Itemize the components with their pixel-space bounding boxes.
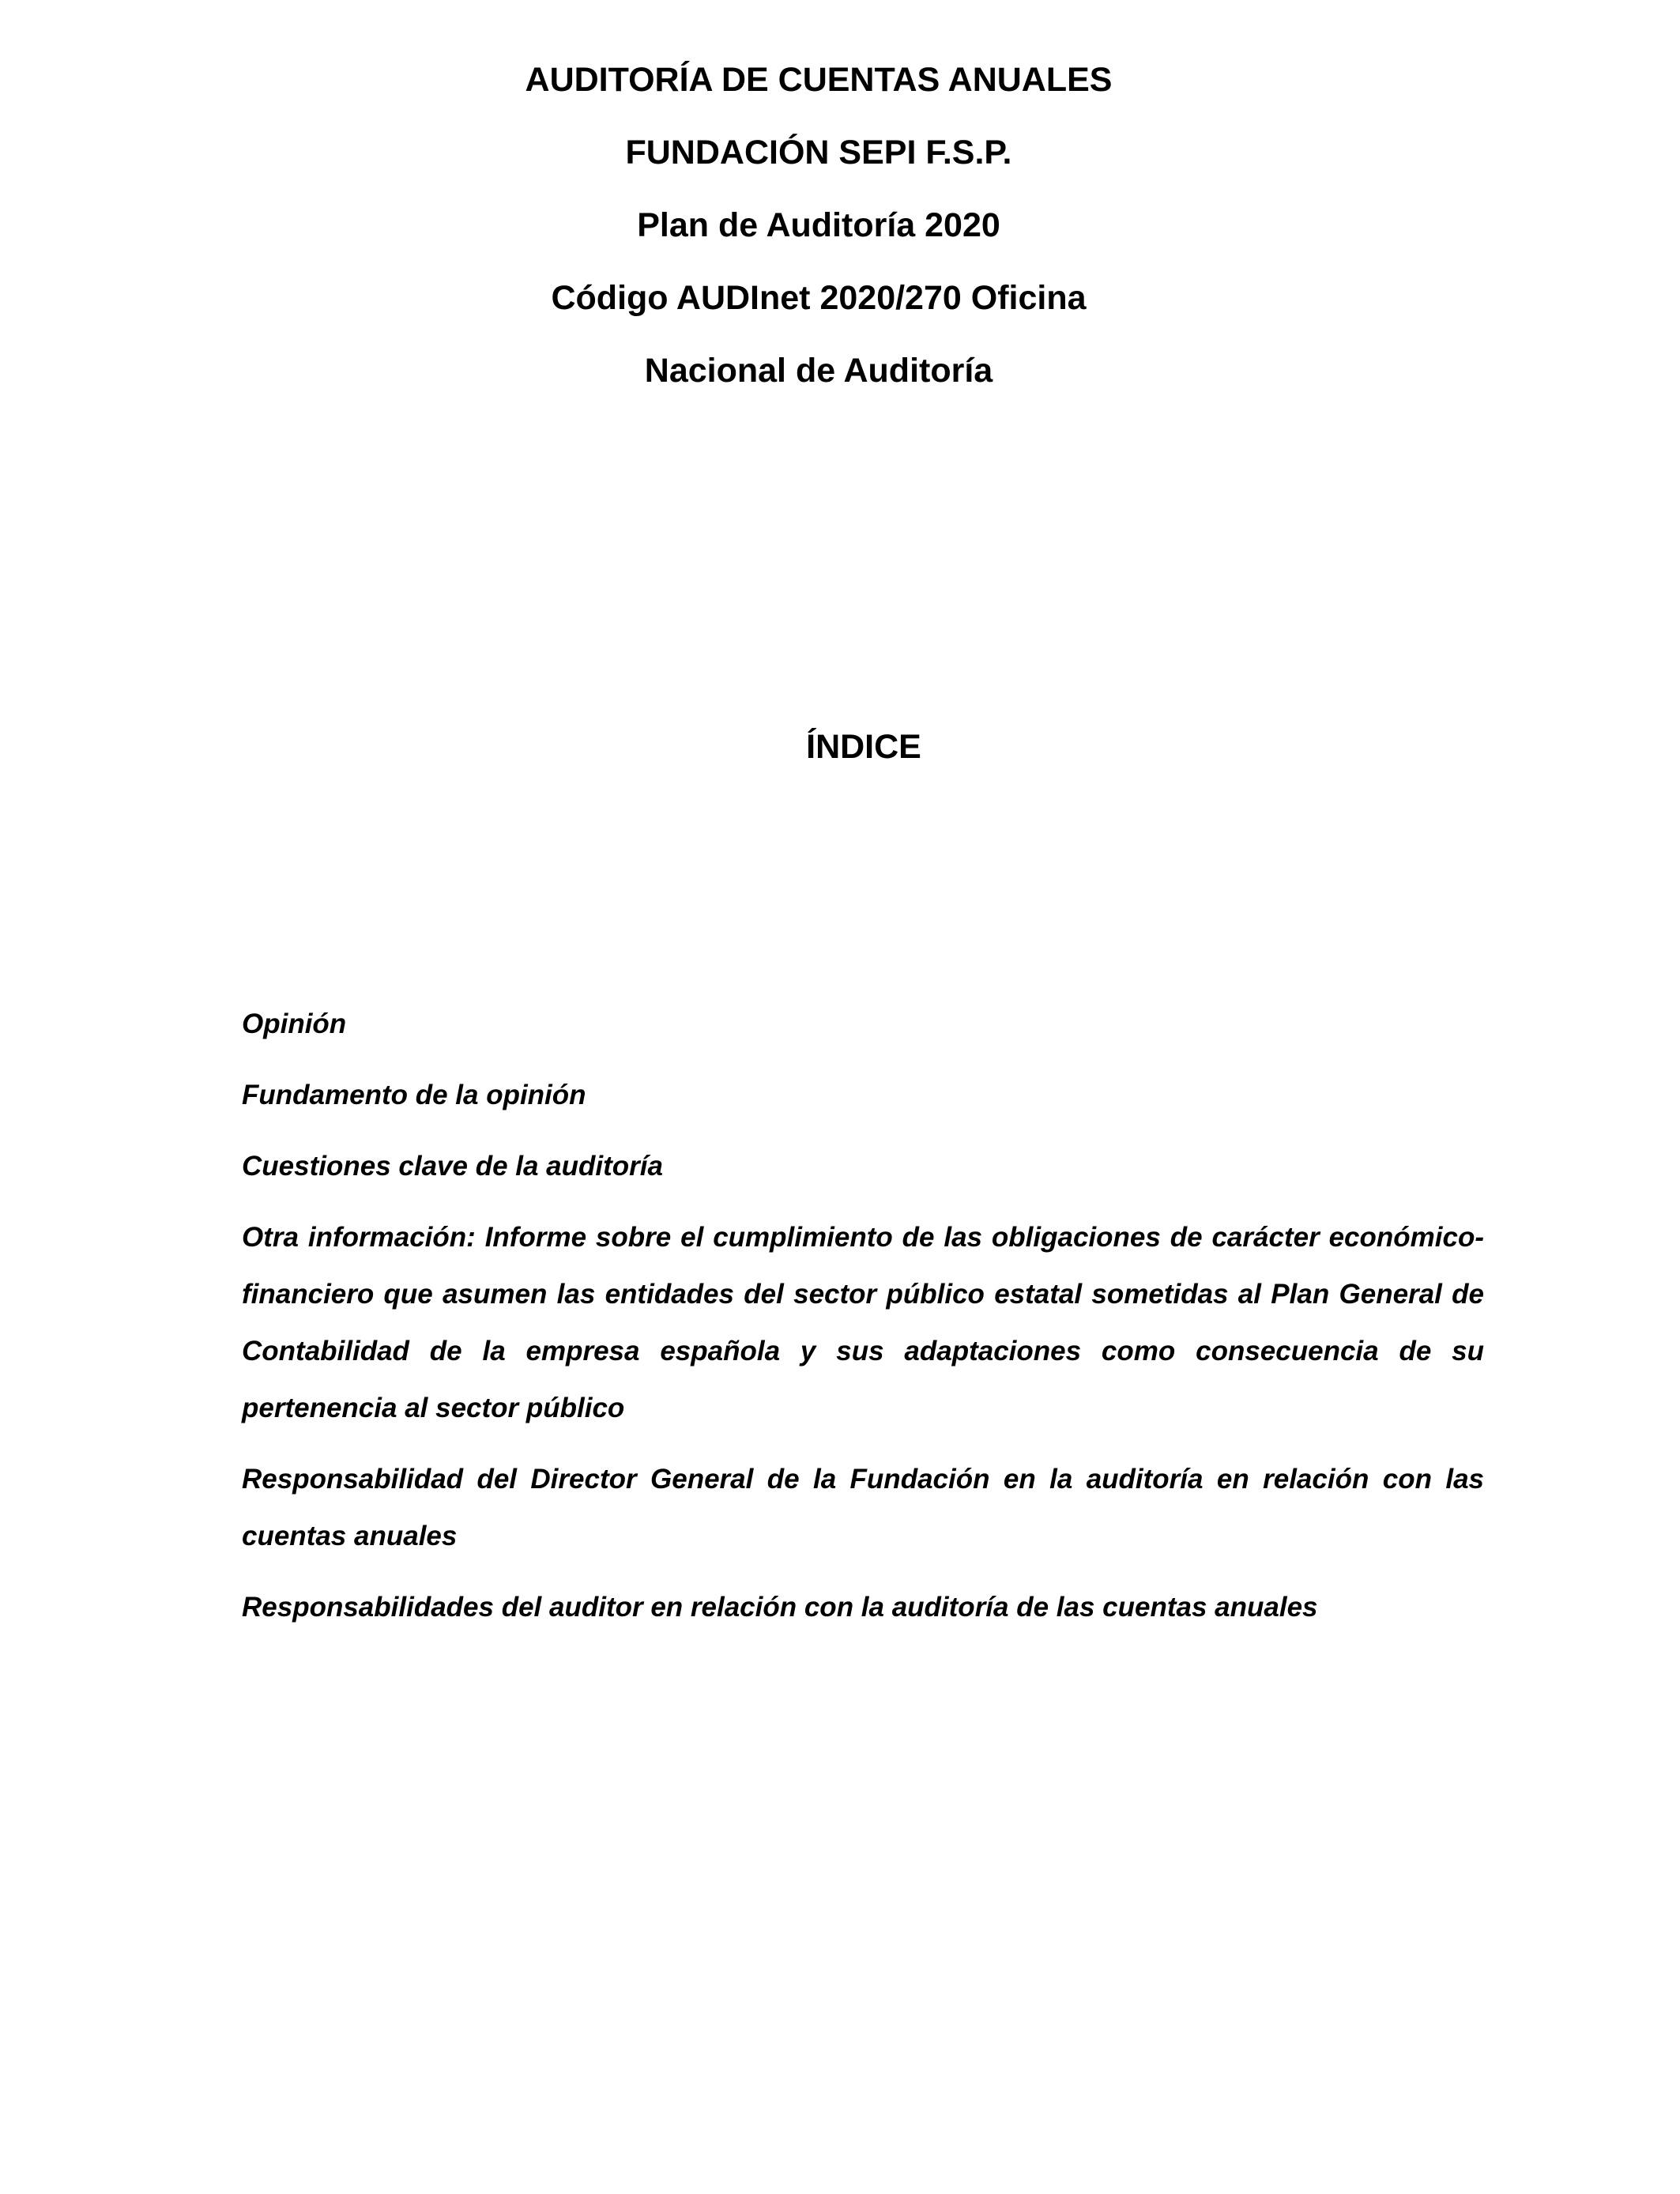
toc-item-cuestiones-clave: Cuestiones clave de la auditoría [242,1151,663,1182]
header-plan-line: Plan de Auditoría 2020 [637,206,1000,244]
header-entity-line: FUNDACIÓN SEPI F.S.P. [625,134,1012,172]
index-title: ÍNDICE [806,728,921,766]
toc-item-responsabilidad-director: Responsabilidad del Director General de la Fundación en la auditoría en relación con las cuentas anuales [242,1464,1484,1551]
header-office-line: Nacional de Auditoría [644,352,993,390]
document-header [0,43,1637,407]
toc-item-otra-informacion: Otra información: Informe sobre el cumplimiento de las obligaciones de carácter económico-financiero que asumen las entidades del sector público estatal sometidas al Plan General de Contabilidad de la empresa española y sus adaptaciones como consecuencia de su pertenencia al sector público [242,1222,1484,1423]
toc-item-responsabilidades-auditor: Responsabilidades del auditor en relación con la auditoría de las cuentas anuales [242,1592,1318,1623]
toc-item-opinion: Opinión [242,1008,347,1039]
header-title-line: AUDITORÍA DE CUENTAS ANUALES [525,61,1113,99]
header-code-line: Código AUDInet 2020/270 Oficina [551,279,1087,317]
toc-item-fundamento: Fundamento de la opinión [242,1080,586,1110]
table-of-contents [242,996,1484,1650]
